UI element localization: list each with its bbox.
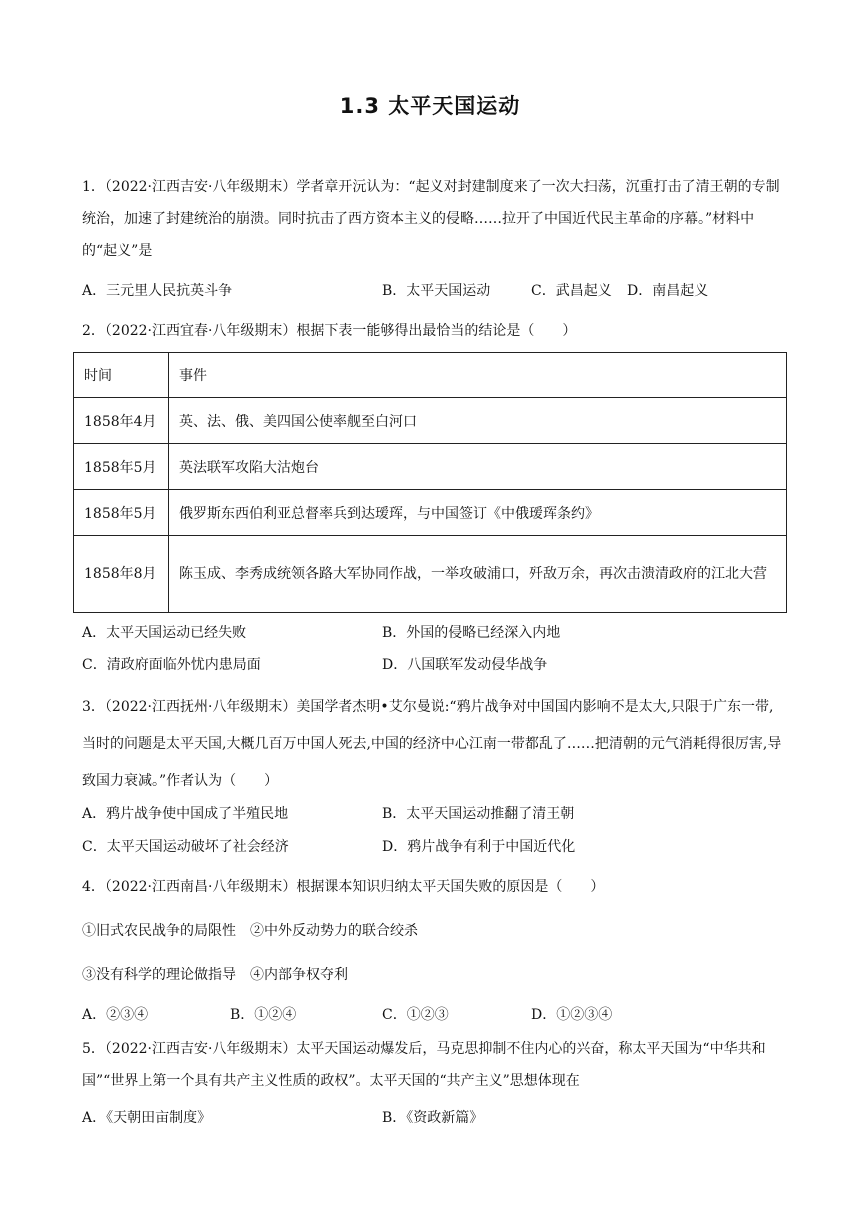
q3-option-a: A．鸦片战争使中国成了半殖民地 <box>82 806 289 822</box>
question-4-text: 4．（2022·江西南昌·八年级期末）根据课本知识归纳太平天国失败的原因是（ ） <box>82 879 605 895</box>
q1-option-c: C．武昌起义 <box>531 283 612 299</box>
q5-option-a: A．《天朝田亩制度》 <box>82 1110 212 1126</box>
table-cell-time: 1858年4月 <box>74 398 169 444</box>
events-table <box>73 352 787 613</box>
table-row <box>74 490 787 536</box>
question-2-options-row-2 <box>82 648 782 682</box>
question-3-options-row-2 <box>82 830 782 864</box>
table-header-event: 事件 <box>169 353 787 398</box>
q2-option-c: C．清政府面临外忧内患局面 <box>82 657 261 673</box>
q1-option-b: B．太平天国运动 <box>382 283 491 299</box>
question-4-line-2: ③没有科学的理论做指导 ④内部争权夺利 <box>82 967 348 983</box>
q2-option-d: D．八国联军发动侵华战争 <box>382 657 548 673</box>
question-2-text: 2．（2022·江西宜春·八年级期末）根据下表一能够得出最恰当的结论是（ ） <box>82 323 577 339</box>
table-cell-event: 英法联军攻陷大沽炮台 <box>169 444 787 490</box>
q3-option-d: D．鸦片战争有利于中国近代化 <box>382 839 576 855</box>
table-cell-time: 1858年5月 <box>74 490 169 536</box>
question-5-options <box>82 1101 782 1135</box>
q4-option-d: D．①②③④ <box>531 1007 613 1023</box>
table-row <box>74 444 787 490</box>
question-1-text: 1．（2022·江西吉安·八年级期末）学者章开沅认为：“起义对封建制度来了一次大扫荡，沉重打击了清王朝的专制统治，加速了封建统治的崩溃。同时抗击了西方资本主义的侵略……拉开了中国近代民主革命的序幕。”材料中的“起义”是 <box>82 179 780 259</box>
q1-option-a: A．三元里人民抗英斗争 <box>82 283 233 299</box>
table-cell-time: 1858年8月 <box>74 536 169 613</box>
question-4-line-1: ①旧式农民战争的局限性 ②中外反动势力的联合绞杀 <box>82 923 418 939</box>
q5-option-b: B．《资政新篇》 <box>382 1110 484 1126</box>
table-cell-event: 俄罗斯东西伯利亚总督率兵到达瑷珲，与中国签订《中俄瑷珲条约》 <box>169 490 787 536</box>
table-row <box>74 398 787 444</box>
q4-option-b: B．①②④ <box>230 1007 297 1023</box>
q4-option-a: A．②③④ <box>82 1007 149 1023</box>
table-cell-time: 1858年5月 <box>74 444 169 490</box>
table-header-time: 时间 <box>74 353 169 398</box>
question-2-options-row-1 <box>82 616 782 650</box>
page-title: 1.3 太平天国运动 <box>339 94 521 118</box>
table-header-row <box>74 353 787 398</box>
table-row <box>74 536 787 613</box>
table-cell-event: 陈玉成、李秀成统领各路大军协同作战，一举攻破浦口，歼敌万余，再次击溃清政府的江北大营 <box>169 536 787 613</box>
question-4-options <box>82 998 782 1032</box>
q2-option-b: B．外国的侵略已经深入内地 <box>382 625 561 641</box>
question-3-text: 3．（2022·江西抚州·八年级期末）美国学者杰明•艾尔曼说:“鸦片战争对中国国内影响不是太大,只限于广东一带,当时的问题是太平天国,大概几百万中国人死去,中国的经济中心江南一带都乱了……把清朝的元气消耗得很厉害,导致国力衰减。”作者认为（ ） <box>82 699 782 789</box>
question-5-text: 5．（2022·江西吉安·八年级期末）太平天国运动爆发后，马克思抑制不住内心的兴奋，称太平天国为“中华共和国”“世界上第一个具有共产主义性质的政权”。太平天国的“共产主义”思想体现在 <box>82 1041 766 1089</box>
question-1-options <box>82 274 782 308</box>
table-cell-event: 英、法、俄、美四国公使率舰至白河口 <box>169 398 787 444</box>
q2-option-a: A．太平天国运动已经失败 <box>82 625 247 641</box>
q3-option-b: B．太平天国运动推翻了清王朝 <box>382 806 575 822</box>
q4-option-c: C．①②③ <box>382 1007 449 1023</box>
question-3-options-row-1 <box>82 797 782 831</box>
q3-option-c: C．太平天国运动破坏了社会经济 <box>82 839 289 855</box>
q1-option-d: D．南昌起义 <box>627 283 709 299</box>
